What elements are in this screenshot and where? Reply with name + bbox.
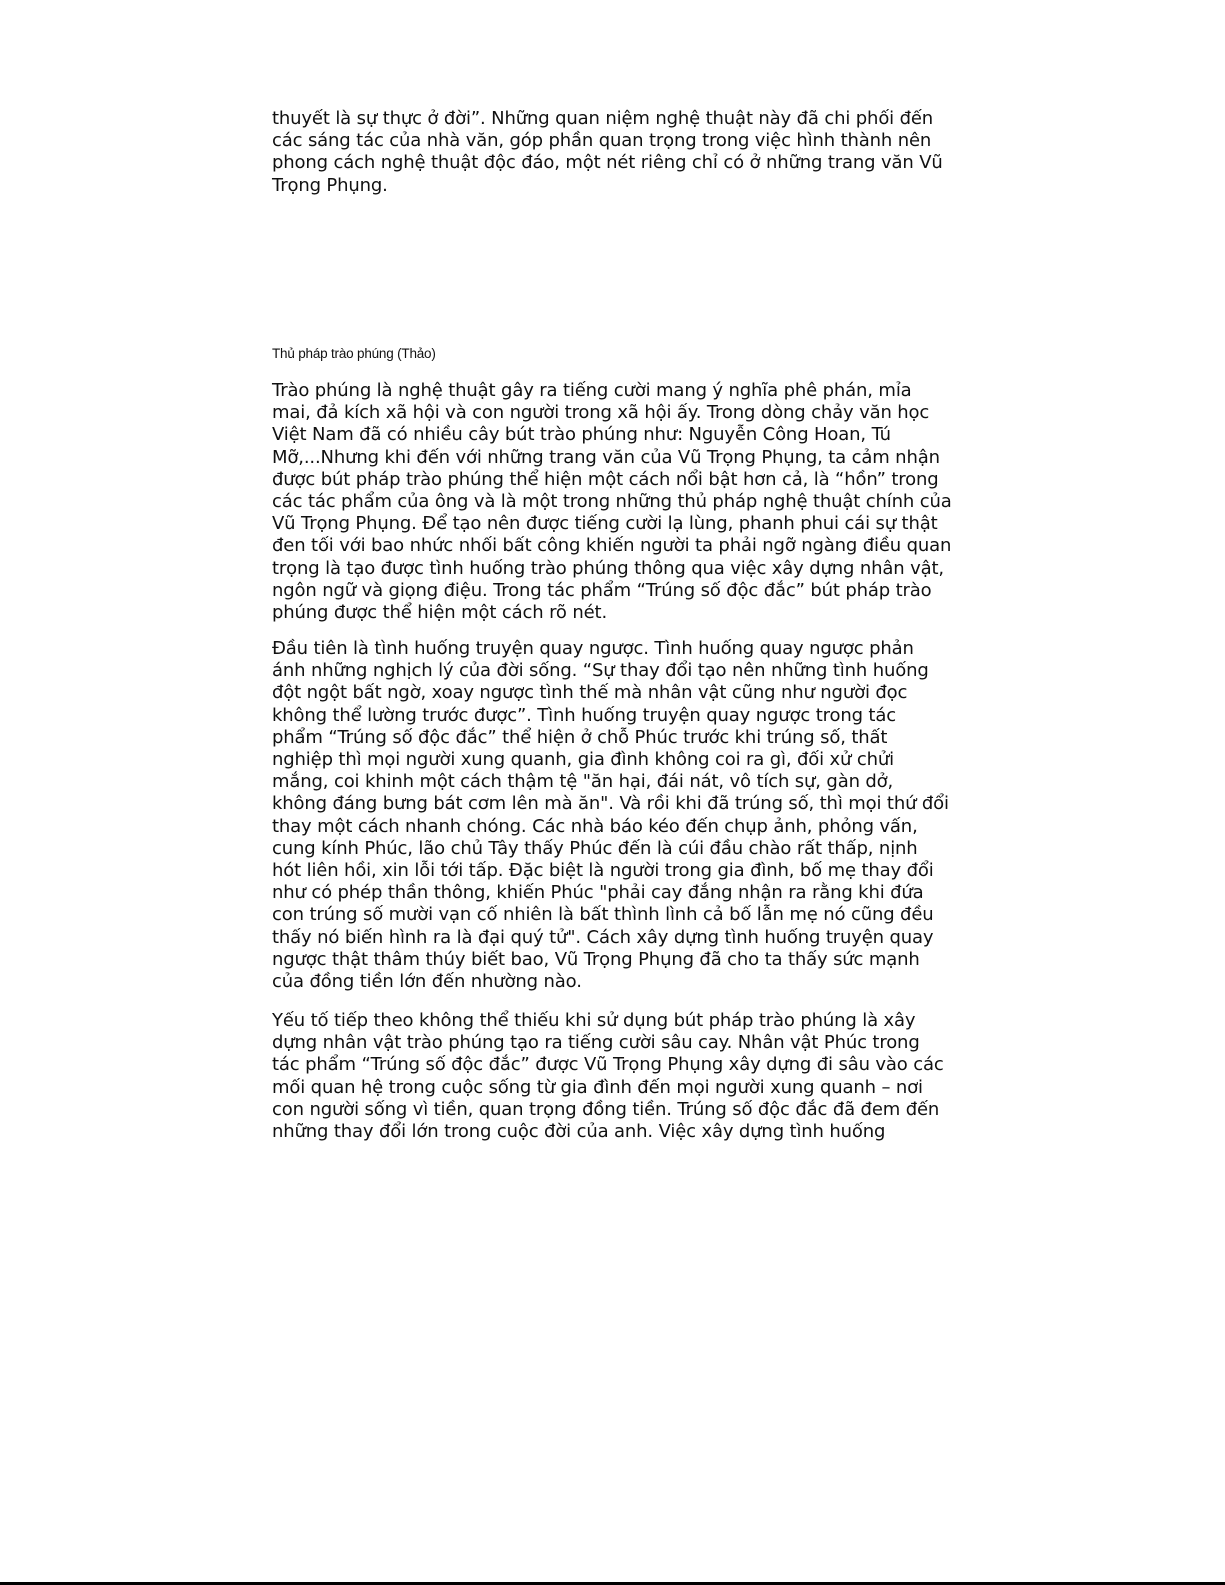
section-heading: Thủ pháp trào phúng (Thảo) [272, 346, 436, 361]
body-paragraph: Đầu tiên là tình huống truyện quay ngược. Tình huống quay ngược phản ánh những nghịch lý của đời sống. “Sự thay đổi tạo nên những tình huống đột ngột bất ngờ, xoay ngược tình thế mà nhân vật cũng như người đọc không thể lường trước được”. Tình huống truyện quay ngược trong tác phẩm “Trúng số độc đắc” thể hiện ở chỗ Phúc trước khi trúng số, thất nghiệp thì mọi người xung quanh, gia đình không coi ra gì, đối xử chửi mắng, coi khinh một cách thậm tệ "ăn hại, đái nát, vô tích sự, gàn dở, không đáng bưng bát cơm lên mà ăn". Và rồi khi đã trúng số, thì mọi thứ đổi thay một cách nhanh chóng. Các nhà báo kéo đến chụp ảnh, phỏng vấn, cung kính Phúc, lão chủ Tây thấy Phúc đến là cúi đầu chào rất thấp, nịnh hót liên hồi, xin lỗi tới tấp. Đặc biệt là người trong gia đình, bố mẹ thay đổi như có phép thần thông, khiến Phúc "phải cay đắng nhận ra rằng khi đứa con trúng số mười vạn cố nhiên là bất thình lình cả bố lẫn mẹ nó cũng đều thấy nó biến hình ra là đại quý tử". Cách xây dựng tình huống truyện quay ngược thật thâm thúy biết bao, Vũ Trọng Phụng đã cho ta thấy sức mạnh của đồng tiền lớn đến nhường nào. [272, 638, 949, 993]
body-paragraph: Trào phúng là nghệ thuật gây ra tiếng cười mang ý nghĩa phê phán, mỉa mai, đả kích xã hội và con người trong xã hội ấy. Trong dòng chảy văn học Việt Nam đã có nhiều cây bút trào phúng như: Nguyễn Công Hoan, Tú Mỡ,...Nhưng khi đến với những trang văn của Vũ Trọng Phụng, ta cảm nhận được bút pháp trào phúng thể hiện một cách nổi bật hơn cả, là “hồn” trong các tác phẩm của ông và là một trong những thủ pháp nghệ thuật chính của Vũ Trọng Phụng. Để tạo nên được tiếng cười lạ lùng, phanh phui cái sự thật đen tối với bao nhức nhối bất công khiến người ta phải ngỡ ngàng điều quan trọng là tạo được tình huống trào phúng thông qua việc xây dựng nhân vật, ngôn ngữ và giọng điệu. Trong tác phẩm “Trúng số độc đắc” bút pháp trào phúng được thể hiện một cách rõ nét. [272, 380, 952, 624]
intro-paragraph: thuyết là sự thực ở đời”. Những quan niệm nghệ thuật này đã chi phối đến các sáng tác của nhà văn, góp phần quan trọng trong việc hình thành nên phong cách nghệ thuật độc đáo, một nét riêng chỉ có ở những trang văn Vũ Trọng Phụng. [272, 108, 943, 196]
body-paragraph: Yếu tố tiếp theo không thể thiếu khi sử dụng bút pháp trào phúng là xây dựng nhân vật trào phúng tạo ra tiếng cười sâu cay. Nhân vật Phúc trong tác phẩm “Trúng số độc đắc” được Vũ Trọng Phụng xây dựng đi sâu vào các mối quan hệ trong cuộc sống từ gia đình đến mọi người xung quanh – nơi con người sống vì tiền, quan trọng đồng tiền. Trúng số độc đắc đã đem đến những thay đổi lớn trong cuộc đời của anh. Việc xây dựng tình huống [272, 1010, 944, 1143]
